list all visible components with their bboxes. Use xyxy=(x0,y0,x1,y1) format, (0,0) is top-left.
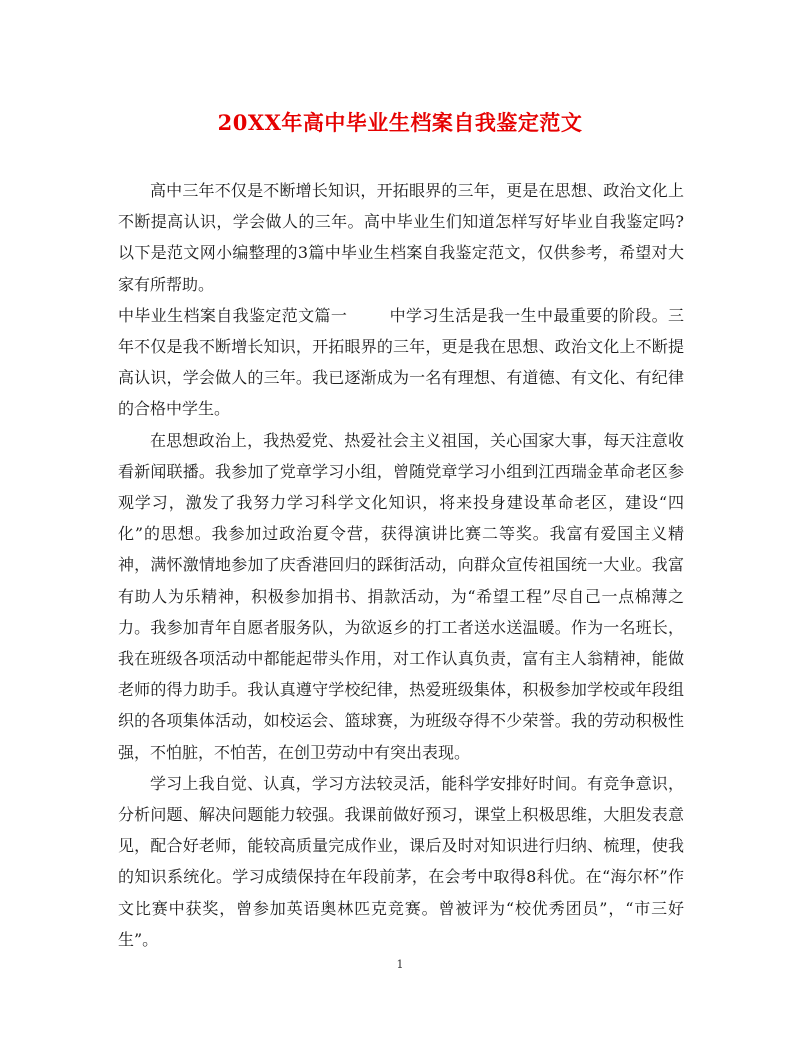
section-heading: 中毕业生档案自我鉴定范文篇一 xyxy=(118,305,348,325)
document-body xyxy=(118,175,684,955)
section-first-text: 中学习生活是我一生中最重要的阶段。三年不仅是我不断增长知识，开拓眼界的三年，更是我在思想、政治文化上不断提高认识，学会做人的三年。我已逐渐成为一名有理想、有道德、有文化、有纪律的合格中学生。 xyxy=(118,305,684,419)
section-paragraph xyxy=(118,300,684,425)
document-title: 20XX年高中毕业生档案自我鉴定范文 xyxy=(217,110,583,135)
body-paragraph-study: 学习上我自觉、认真，学习方法较灵活，能科学安排好时间。有竞争意识，分析问题、解决问题能力较强。我课前做好预习，课堂上积极思维，大胆发表意见，配合好老师，能较高质量完成作业，课后及时对知识进行归纳、梳理，使我的知识系统化。学习成绩保持在年段前茅，在会考中取得8科优。在“海尔杯”作文比赛中获奖，曾参加英语奥林匹克竞赛。曾被评为“校优秀团员”，“市三好生”。 xyxy=(118,773,684,949)
intro-paragraph: 高中三年不仅是不断增长知识，开拓眼界的三年，更是在思想、政治文化上不断提高认识，学会做人的三年。高中毕业生们知道怎样写好毕业自我鉴定吗?以下是范文网小编整理的3篇中毕业生档案自我鉴定范文，仅供参考，希望对大家有所帮助。 xyxy=(118,181,684,294)
body-paragraph-politics: 在思想政治上，我热爱党、热爱社会主义祖国，关心国家大事，每天注意收看新闻联播。我参加了党章学习小组，曾随党章学习小组到江西瑞金革命老区参观学习，激发了我努力学习科学文化知识，将来投身建设革命老区，建设“四化”的思想。我参加过政治夏令营，获得演讲比赛二等奖。我富有爱国主义精神，满怀激情地参加了庆香港回归的踩街活动，向群众宣传祖国统一大业。我富有助人为乐精神，积极参加捐书、捐款活动，为“希望工程”尽自己一点棉薄之力。我参加青年自愿者服务队，为欲返乡的打工者送水送温暖。作为一名班长，我在班级各项活动中都能起带头作用，对工作认真负责，富有主人翁精神，能做老师的得力助手。我认真遵守学校纪律，热爱班级集体，积极参加学校或年段组织的各项集体活动，如校运会、篮球赛，为班级夺得不少荣誉。我的劳动积极性强，不怕脏，不怕苦，在创卫劳动中有突出表现。 xyxy=(118,430,684,762)
page-number: 1 xyxy=(396,958,404,971)
